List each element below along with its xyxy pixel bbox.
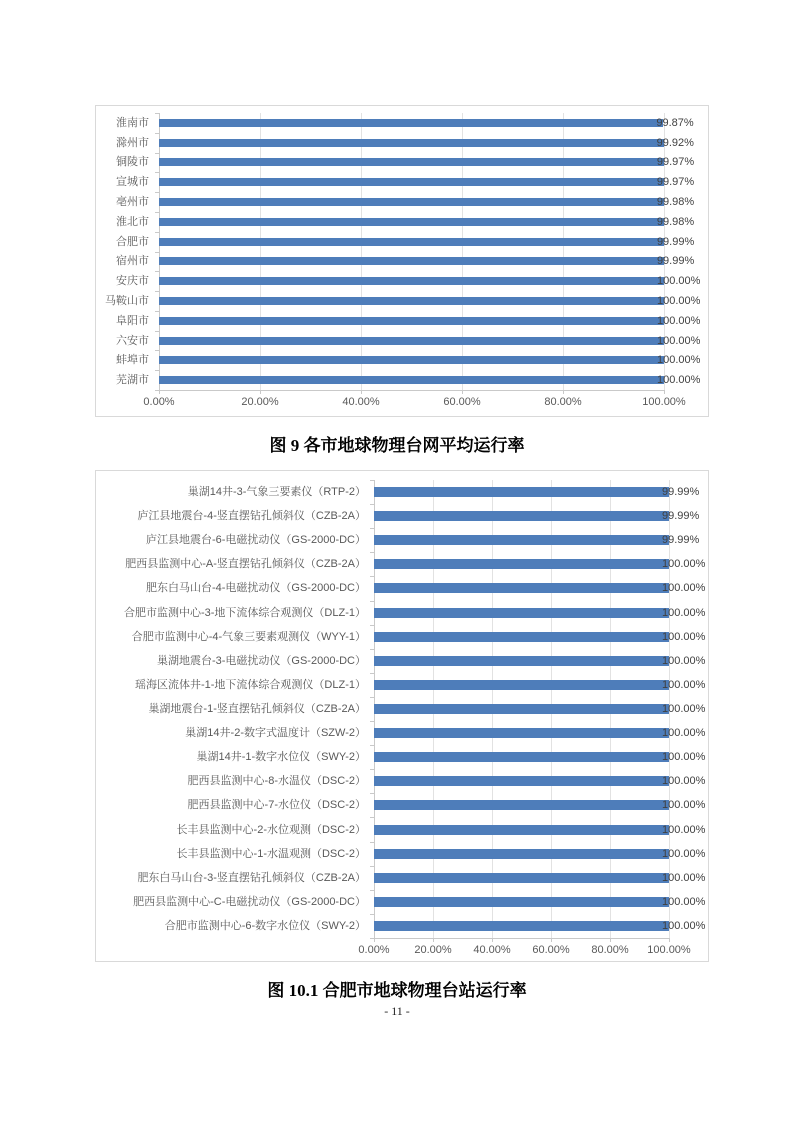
bar bbox=[374, 776, 669, 786]
category-label: 庐江县地震台-4-竖直摆钻孔倾斜仪（CZB-2A） bbox=[137, 510, 366, 523]
page-number: - 11 - bbox=[384, 1004, 410, 1018]
category-axis-tick bbox=[370, 673, 374, 674]
value-label: 99.99% bbox=[656, 235, 695, 248]
value-axis-tick-label: 0.00% bbox=[358, 944, 390, 956]
value-axis-line bbox=[159, 390, 664, 391]
category-label: 合肥市监测中心-3-地下流体综合观测仪（DLZ-1） bbox=[123, 606, 366, 619]
bar bbox=[374, 728, 669, 738]
bar bbox=[159, 277, 664, 285]
value-axis-tick bbox=[462, 390, 463, 394]
value-label: 100.00% bbox=[662, 582, 706, 595]
bar bbox=[159, 317, 664, 325]
value-label: 100.00% bbox=[662, 823, 706, 836]
bar bbox=[159, 337, 664, 345]
value-axis-tick-label: 100.00% bbox=[647, 944, 691, 956]
bar bbox=[159, 218, 664, 226]
category-axis-tick bbox=[370, 914, 374, 915]
category-label: 巢湖14井-1-数字水位仪（SWY-2） bbox=[196, 751, 366, 764]
value-label: 99.99% bbox=[661, 534, 700, 547]
bar bbox=[159, 119, 663, 127]
bar bbox=[374, 921, 669, 931]
bar bbox=[374, 656, 669, 666]
category-label: 合肥市 bbox=[116, 235, 149, 248]
bar bbox=[374, 897, 669, 907]
value-label: 100.00% bbox=[662, 847, 706, 860]
bar bbox=[374, 849, 669, 859]
category-label: 巢湖地震台-3-电磁扰动仪（GS-2000-DC） bbox=[156, 654, 366, 667]
value-axis-tick-label: 100.00% bbox=[642, 396, 686, 408]
category-label: 巢湖14井-2-数字式温度计（SZW-2） bbox=[185, 727, 366, 740]
value-label: 99.98% bbox=[656, 196, 695, 209]
bar bbox=[374, 632, 669, 642]
category-axis-tick bbox=[370, 625, 374, 626]
bar bbox=[374, 608, 669, 618]
value-label: 100.00% bbox=[662, 895, 706, 908]
value-label: 100.00% bbox=[657, 354, 701, 367]
bar bbox=[374, 680, 669, 690]
category-axis-tick bbox=[370, 480, 374, 481]
category-axis-tick bbox=[370, 721, 374, 722]
category-axis-tick bbox=[155, 172, 159, 173]
value-label: 100.00% bbox=[657, 314, 701, 327]
category-axis-tick bbox=[155, 350, 159, 351]
category-axis-tick bbox=[155, 390, 159, 391]
value-axis-tick-label: 60.00% bbox=[532, 944, 570, 956]
value-label: 100.00% bbox=[657, 334, 701, 347]
value-axis-tick bbox=[361, 390, 362, 394]
category-label: 淮北市 bbox=[116, 215, 149, 228]
value-axis-tick-label: 0.00% bbox=[143, 396, 175, 408]
value-label: 100.00% bbox=[662, 751, 706, 764]
plot-gridline bbox=[361, 113, 362, 390]
value-label: 100.00% bbox=[657, 275, 701, 288]
category-axis-tick bbox=[370, 601, 374, 602]
bar bbox=[374, 559, 669, 569]
category-axis-tick bbox=[155, 232, 159, 233]
bar bbox=[374, 535, 669, 545]
category-label: 肥西县监测中心-C-电磁扰动仪（GS-2000-DC） bbox=[133, 895, 366, 908]
value-label: 100.00% bbox=[662, 799, 706, 812]
category-label: 庐江县地震台-6-电磁扰动仪（GS-2000-DC） bbox=[145, 534, 366, 547]
value-label: 100.00% bbox=[657, 294, 701, 307]
bar bbox=[374, 583, 669, 593]
category-axis-tick bbox=[370, 552, 374, 553]
value-label: 100.00% bbox=[662, 703, 706, 715]
plot-gridline bbox=[563, 113, 564, 390]
value-axis-line bbox=[374, 938, 669, 939]
category-label: 滁州市 bbox=[116, 136, 149, 149]
category-label: 铜陵市 bbox=[116, 156, 149, 169]
category-axis-tick bbox=[155, 291, 159, 292]
value-label: 99.99% bbox=[656, 255, 695, 268]
category-label: 肥西县监测中心-A-竖直摆钻孔倾斜仪（CZB-2A） bbox=[125, 558, 366, 571]
plot-gridline bbox=[260, 113, 261, 390]
value-axis-tick bbox=[433, 938, 434, 942]
value-label: 100.00% bbox=[662, 919, 706, 932]
category-axis-tick bbox=[155, 212, 159, 213]
category-label: 巢湖14井-3-气象三要素仪（RTP-2） bbox=[187, 486, 366, 499]
bar bbox=[374, 873, 669, 883]
bar bbox=[159, 139, 664, 147]
category-label: 马鞍山市 bbox=[105, 294, 149, 307]
value-axis-tick-label: 40.00% bbox=[473, 944, 511, 956]
category-axis-tick bbox=[155, 192, 159, 193]
bar bbox=[159, 356, 664, 364]
bar bbox=[159, 257, 664, 265]
category-axis-tick bbox=[155, 133, 159, 134]
value-axis-tick bbox=[669, 938, 670, 942]
category-axis-tick bbox=[370, 890, 374, 891]
category-axis-tick bbox=[370, 842, 374, 843]
value-label: 100.00% bbox=[662, 558, 706, 571]
value-label: 99.99% bbox=[661, 486, 700, 499]
category-label: 肥东白马山台-3-竖直摆钻孔倾斜仪（CZB-2A） bbox=[137, 871, 366, 884]
bar bbox=[159, 198, 664, 206]
value-axis-tick bbox=[610, 938, 611, 942]
category-label: 合肥市监测中心-4-气象三要素观测仪（WYY-1） bbox=[131, 630, 366, 643]
bar bbox=[159, 178, 664, 186]
value-axis-tick-label: 20.00% bbox=[241, 396, 279, 408]
value-axis-tick-label: 80.00% bbox=[544, 396, 582, 408]
value-label: 99.98% bbox=[656, 215, 695, 228]
plot-gridline bbox=[462, 113, 463, 390]
chart-hefei-station-rate bbox=[95, 470, 709, 962]
category-label: 长丰县监测中心-2-水位观测（DSC-2） bbox=[176, 823, 366, 836]
category-axis-tick bbox=[370, 866, 374, 867]
value-label: 100.00% bbox=[662, 727, 706, 740]
category-axis-tick bbox=[370, 938, 374, 939]
figure-9-caption: 图 9 各市地球物理台网平均运行率 bbox=[269, 436, 525, 455]
value-label: 99.87% bbox=[656, 116, 694, 129]
category-axis-tick bbox=[370, 697, 374, 698]
category-label: 肥西县监测中心-7-水位仪（DSC-2） bbox=[187, 799, 366, 812]
bar bbox=[374, 704, 669, 714]
category-label: 亳州市 bbox=[116, 196, 149, 209]
value-axis-tick bbox=[664, 390, 665, 394]
value-axis-tick bbox=[159, 390, 160, 394]
category-label: 合肥市监测中心-6-数字水位仪（SWY-2） bbox=[164, 919, 366, 932]
value-label: 100.00% bbox=[662, 630, 706, 643]
category-label: 阜阳市 bbox=[116, 314, 149, 327]
category-axis-tick bbox=[370, 649, 374, 650]
bar bbox=[374, 511, 669, 521]
chart-city-network-average-rate bbox=[95, 105, 709, 417]
bar bbox=[374, 752, 669, 762]
value-label: 100.00% bbox=[657, 374, 701, 387]
category-label: 淮南市 bbox=[116, 116, 149, 129]
category-label: 宿州市 bbox=[116, 255, 149, 268]
bar bbox=[159, 297, 664, 305]
category-axis-tick bbox=[370, 745, 374, 746]
figure-10-1-caption: 图 10.1 合肥市地球物理台站运行率 bbox=[267, 981, 527, 1000]
value-label: 99.97% bbox=[656, 156, 695, 169]
value-axis-tick-label: 20.00% bbox=[414, 944, 452, 956]
category-axis-tick bbox=[370, 504, 374, 505]
category-axis-tick bbox=[155, 113, 159, 114]
value-axis-tick bbox=[374, 938, 375, 942]
bar bbox=[159, 238, 664, 246]
value-axis-tick-label: 60.00% bbox=[443, 396, 481, 408]
category-axis-tick bbox=[370, 769, 374, 770]
category-axis-tick bbox=[370, 793, 374, 794]
value-label: 100.00% bbox=[662, 606, 706, 619]
category-label: 长丰县监测中心-1-水温观测（DSC-2） bbox=[176, 847, 366, 860]
value-label: 99.99% bbox=[661, 510, 700, 523]
category-label: 肥西县监测中心-8-水温仪（DSC-2） bbox=[187, 775, 366, 788]
value-axis-tick-label: 80.00% bbox=[591, 944, 629, 956]
category-axis-tick bbox=[155, 153, 159, 154]
value-axis-tick-label: 40.00% bbox=[342, 396, 380, 408]
value-label: 99.97% bbox=[656, 176, 695, 189]
value-label: 99.92% bbox=[656, 136, 694, 149]
category-axis-tick bbox=[370, 528, 374, 529]
bar bbox=[374, 487, 669, 497]
value-label: 100.00% bbox=[662, 654, 706, 667]
bar bbox=[374, 800, 669, 810]
category-axis-tick bbox=[155, 331, 159, 332]
category-axis-line bbox=[159, 113, 160, 390]
value-label: 100.00% bbox=[662, 775, 706, 788]
value-axis-tick bbox=[563, 390, 564, 394]
value-axis-tick bbox=[260, 390, 261, 394]
value-axis-tick bbox=[492, 938, 493, 942]
bar bbox=[159, 376, 664, 384]
category-axis-tick bbox=[370, 576, 374, 577]
category-label: 巢湖地震台-1-竖直摆钻孔倾斜仪（CZB-2A） bbox=[148, 703, 366, 715]
category-label: 瑶海区流体井-1-地下流体综合观测仪（DLZ-1） bbox=[134, 678, 366, 691]
category-axis-tick bbox=[155, 252, 159, 253]
bar bbox=[159, 158, 664, 166]
category-axis-tick bbox=[155, 370, 159, 371]
category-label: 六安市 bbox=[116, 334, 149, 347]
bar bbox=[374, 825, 669, 835]
category-label: 芜湖市 bbox=[116, 374, 149, 387]
category-label: 安庆市 bbox=[116, 275, 149, 288]
value-label: 100.00% bbox=[662, 871, 706, 884]
category-axis-tick bbox=[155, 311, 159, 312]
category-label: 肥东白马山台-4-电磁扰动仪（GS-2000-DC） bbox=[145, 582, 366, 595]
category-label: 蚌埠市 bbox=[116, 354, 149, 367]
category-axis-tick bbox=[155, 271, 159, 272]
value-axis-tick bbox=[551, 938, 552, 942]
category-axis-tick bbox=[370, 817, 374, 818]
category-label: 宣城市 bbox=[116, 176, 149, 189]
value-label: 100.00% bbox=[662, 678, 706, 691]
